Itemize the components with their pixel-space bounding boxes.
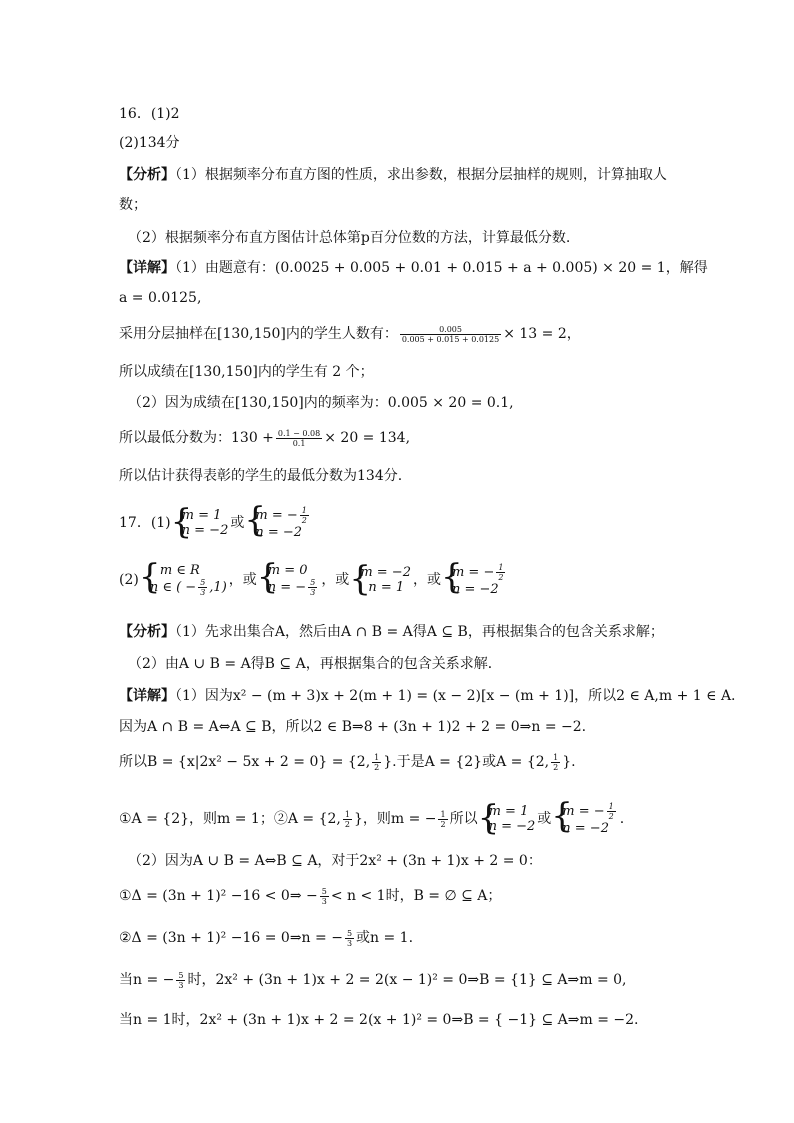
sys-row (255, 506, 310, 525)
analysis-text: （1）先求出集合A，然后由A ∩ B = A得A ⊆ B，再根据集合的包含关系求解； (175, 624, 664, 640)
fraction-numerator: 1 (301, 506, 307, 515)
part2-label: (2) (119, 572, 139, 588)
system-2d (443, 563, 507, 597)
q17-detail-1 (119, 686, 736, 706)
q17-analysis-1 (119, 622, 664, 642)
fraction (198, 578, 207, 597)
sys-row (268, 578, 320, 597)
q17-answer-1 (119, 506, 313, 540)
analysis-tag: 【分析】 (119, 624, 175, 640)
sys-row: n = −2 (562, 821, 609, 836)
fraction-numerator: 1 (553, 752, 559, 762)
case-system-1 (480, 804, 536, 834)
fraction (345, 929, 354, 948)
q16-detail-1 (119, 258, 708, 278)
fraction-denominator: 2 (344, 819, 350, 829)
sys-row (452, 563, 507, 582)
fraction-denominator: 3 (178, 980, 184, 990)
fraction-numerator: 5 (178, 970, 184, 980)
text-part: 当n = − (119, 972, 175, 988)
sample-pre: 采用分层抽样在[130,150]内的学生人数有： (119, 326, 398, 342)
fraction-numerator: 5 (200, 578, 206, 587)
case-system-2 (553, 802, 617, 836)
fraction (372, 753, 381, 772)
text-part: . (619, 811, 625, 827)
q16-detail-1b: a = 0.0125, (119, 290, 202, 306)
or-text: 或 (230, 515, 245, 531)
sys-part: ,1) (209, 580, 227, 595)
detail-text: （1）由题意有：(0.0025 + 0.005 + 0.01 + 0.015 + a + 0.005) × 20 = 1，解得 (175, 260, 708, 276)
fraction-numerator: 1 (374, 752, 380, 762)
fraction-denominator: 3 (346, 938, 353, 948)
fraction-numerator: 1 (344, 809, 350, 819)
fraction (438, 810, 447, 829)
fraction-numerator: 5 (321, 886, 327, 896)
q16-analysis-2: （2）根据频率分布直方图估计总体第p百分位数的方法，计算最低分数. (128, 230, 571, 246)
q16-freq-line: （2）因为成绩在[130,150]内的频率为：0.005 × 20 = 0.1, (128, 395, 514, 411)
text-part: 时，2x² + (3n + 1)x + 2 = 2(x − 1)² = 0⇒B = {1} ⊆ A⇒m = 0, (187, 972, 627, 988)
fraction (343, 810, 352, 829)
fraction-denominator: 3 (200, 588, 206, 597)
q17-detail-3 (119, 752, 576, 772)
sys-row: { m = 0 (267, 563, 308, 578)
fraction (308, 578, 317, 597)
or-text: ，或 (321, 572, 350, 588)
fraction-numerator: 1 (608, 802, 614, 811)
fraction-denominator: 2 (498, 573, 504, 582)
system-2a (141, 563, 227, 597)
or-text: ，或 (228, 572, 257, 588)
q17-case-5: 当n = 1时，2x² + (3n + 1)x + 2 = 2(x + 1)² = 0⇒B = { −1} ⊆ A⇒m = −2. (119, 1012, 639, 1028)
q17-detail-2: 因为A ∩ B = A⇔A ⊆ B，所以2 ∈ B⇒8 + (3n + 1)2 + 2 = 0⇒n = −2. (119, 719, 587, 735)
fraction-denominator: 3 (310, 588, 316, 597)
sys-row: n = 1 (368, 580, 405, 595)
system-1 (173, 508, 229, 538)
or-text: 或 (537, 811, 552, 827)
fraction-denominator: 2 (301, 516, 307, 525)
q16-count-line: 所以成绩在[130,150]内的学生有 2 个； (119, 364, 374, 380)
text-part: }. (562, 754, 576, 770)
sys-row: n = −2 (451, 582, 499, 597)
fraction-denominator: 3 (321, 896, 327, 906)
system-2c (351, 565, 411, 595)
system-2 (246, 506, 310, 540)
q17-answer-2 (119, 563, 509, 597)
q16-analysis-1 (119, 165, 667, 185)
q16-conclusion: 所以估计获得表彰的学生的最低分数为134分. (119, 468, 403, 484)
text-part: 或n = 1. (356, 930, 414, 946)
fraction-numerator: 5 (346, 928, 353, 938)
sys-row: { m = 1 (181, 508, 222, 523)
sample-post: × 13 = 2， (503, 326, 581, 342)
q17-analysis-2: （2）由A ∪ B = A得B ⊆ A，再根据集合的包含关系求解． (128, 656, 502, 672)
fraction-denominator: 0.1 (292, 438, 306, 448)
sys-part: n = − (267, 580, 307, 595)
text-part: ①A = {2}，则m = 1；②A = {2, (119, 811, 341, 827)
text-part: ②Δ = (3n + 1)² −16 = 0⇒n = − (119, 930, 343, 946)
q17-case-2 (119, 886, 501, 906)
q17-detail-4: （2）因为A ∪ B = A⇔B ⊆ A，对于2x² + (3n + 1)x + 2 = 0： (128, 853, 542, 869)
sys-part: m = − (255, 508, 298, 523)
fraction (551, 753, 560, 772)
min-post: × 20 = 134, (324, 430, 411, 446)
fraction-numerator: 0.1 − 0.08 (277, 428, 321, 438)
sample-fraction (400, 325, 501, 344)
sys-part: n ∈ ( − (149, 580, 197, 595)
detail-tag: 【详解】 (119, 260, 175, 276)
analysis-text: （1）根据频率分布直方图的性质，求出参数，根据分层抽样的规则，计算抽取人 (175, 167, 667, 183)
q17-case-4 (119, 970, 627, 990)
sys-row (150, 578, 227, 597)
fraction (300, 506, 309, 525)
q16-sample-line (119, 324, 581, 344)
q17-case-1 (119, 802, 624, 836)
fraction-denominator: 2 (608, 812, 614, 821)
sys-row: { m ∈ R (159, 563, 200, 578)
sys-row: n = −2 (181, 523, 229, 538)
text-part: }，则m = − (353, 811, 437, 827)
q17-header: 17．(1) (119, 515, 171, 531)
fraction (607, 802, 616, 821)
analysis-tag: 【分析】 (119, 167, 175, 183)
text-part: ①Δ = (3n + 1)² −16 < 0⇒ − (119, 888, 318, 904)
fraction (320, 887, 329, 906)
q16-part2: (2)134分 (119, 135, 180, 151)
detail-text: （1）因为x² − (m + 3)x + 2(m + 1) = (x − 2)[x − (m + 1)]，所以2 ∈ A,m + 1 ∈ A. (175, 688, 736, 704)
fraction-denominator: 0.005 + 0.015 + 0.0125 (401, 334, 500, 344)
fraction-numerator: 5 (310, 578, 316, 587)
fraction-numerator: 1 (440, 809, 446, 819)
text-part: }.于是A = {2}或A = {2, (383, 754, 550, 770)
or-text: ，或 (412, 572, 441, 588)
min-pre: 所以最低分数为：130 + (119, 430, 274, 446)
text-part: 所以 (449, 811, 478, 827)
sys-row (562, 802, 617, 821)
q17-case-3 (119, 928, 413, 948)
sys-row: { m = 1 (488, 804, 529, 819)
sys-row: { m = −2 (360, 565, 411, 580)
q16-min-line (119, 428, 410, 448)
q16-header: 16．(1)2 (119, 106, 180, 122)
detail-tag: 【详解】 (119, 688, 175, 704)
fraction (176, 971, 185, 990)
text-part: < n < 1时，B = ∅ ⊆ A； (330, 888, 502, 904)
q16-analysis-1b: 数； (119, 197, 147, 213)
system-2b (259, 563, 320, 597)
fraction-denominator: 2 (374, 762, 380, 772)
fraction-denominator: 2 (440, 819, 446, 829)
sys-part: m = − (562, 804, 605, 819)
text-part: 所以B = {x|2x² − 5x + 2 = 0} = {2, (119, 754, 371, 770)
sys-row: n = −2 (488, 819, 536, 834)
min-fraction (276, 429, 322, 448)
fraction (496, 563, 505, 582)
fraction-numerator: 0.005 (400, 325, 501, 335)
fraction-numerator: 1 (498, 563, 504, 572)
sys-part: m = − (451, 565, 495, 580)
fraction-denominator: 2 (553, 762, 559, 772)
sys-row: n = −2 (255, 525, 303, 540)
